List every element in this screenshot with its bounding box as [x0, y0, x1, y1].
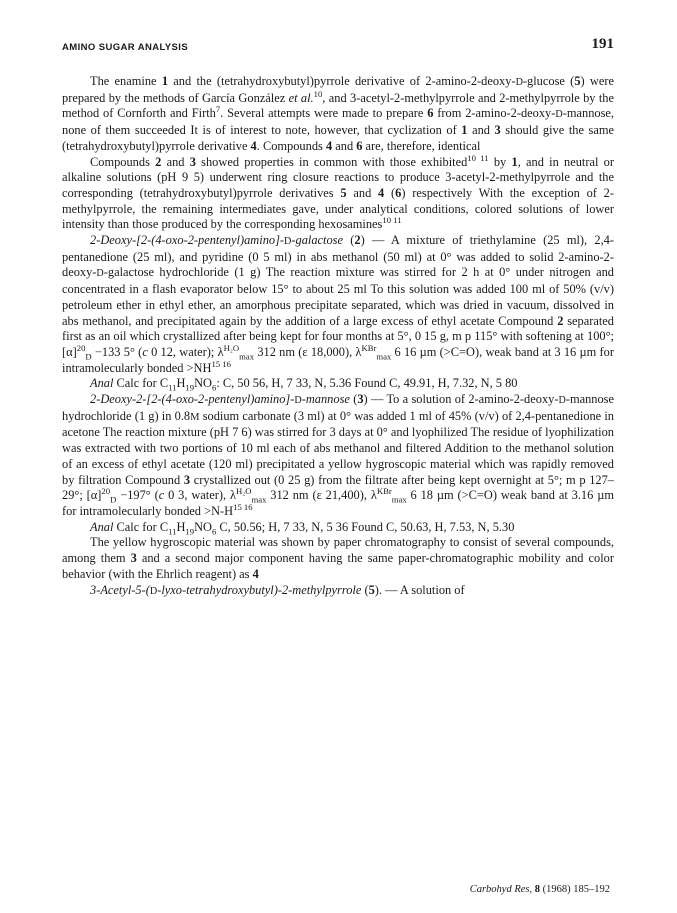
text-run: 11: [168, 382, 177, 393]
sc-d: D: [96, 268, 104, 280]
text-run: c: [158, 488, 165, 503]
text-run: H₂O: [223, 342, 240, 353]
text-run: 3: [494, 123, 501, 138]
text-run: The enamine: [90, 74, 162, 88]
text-run: from 2-amino-2-deoxy-: [433, 106, 556, 121]
text-run: and: [346, 185, 379, 200]
text-run: (: [384, 185, 396, 200]
text-run: KBr: [376, 486, 392, 497]
text-run: . Several attempts were made to prepare: [220, 106, 428, 121]
text-run: and the (tetrahydroxybutyl)pyrrole derivative of 2-amino-2-deoxy-: [168, 74, 516, 88]
text-run: crystallized out (0 25 g) from the filtrate after being kept overnight at 5°; m p 127–29°; [α]: [62, 472, 614, 503]
text-run: 20: [101, 486, 111, 497]
text-run: and: [467, 123, 495, 138]
text-run: M: [190, 411, 200, 423]
citation: 7: [215, 104, 221, 115]
text-run: 2: [557, 313, 564, 328]
page-number: 191: [591, 36, 614, 52]
text-run: C, 50.56; H, 7 33, N, 5 36 Found C, 50.63, H, 7.53, N, 5.30: [216, 519, 515, 534]
citation: 15 16: [211, 358, 231, 369]
citation: 10 11: [467, 152, 489, 163]
text-run: 3: [183, 472, 191, 487]
text-run: 4: [325, 138, 333, 153]
text-run: ) respectively With the exception of 2-methylpyrrole, the remaining intermediates gave, under analytical conditions, colored solutions of lower intensity than those produced by the corresponding hexosamines: [62, 185, 614, 232]
text-run: c: [142, 344, 148, 359]
journal-pages: (1968) 185–192: [542, 884, 610, 895]
sc-d: D: [284, 236, 292, 248]
text-run: 6 16 µm (>C=O), weak band at 3 16 µm for intramolecularly bonded >NH: [62, 344, 615, 375]
text-run: Compounds: [90, 154, 156, 169]
text-run: 4: [250, 138, 257, 153]
paragraph-mannose-derivative: 2-Deoxy-2-[2-(4-oxo-2-pentenyl)amino]-D-mannose (3) — To a solution of 2-amino-2-deoxy-D-mannose hydrochloride (1 g) in 0.8M sodium carbonate (3 ml) at 0° was added 1 ml of 45% (v/v) of 2,4-pentanedione in acetone The reaction mixture (pH 7 6) was stirred for 3 days at 0° and lyophilized The residue of lyophilization was extracted with two portions of 10 ml each of abs methanol and filtered Addition to the methanol solution of an excess of ethyl acetate (120 ml) precipitated a yellow hygroscopic material which was rapidly removed by filtration Compound 3 crystallized out (0 25 g) from the filtrate after being kept overnight at 5°; m p 127–29°; $[\alpha]^{20}_D -197^\circ$ (c 0 3, water), $\lambda^{H_2O}_{max}$ 312 nm (ε 21,400), $\lambda^{KBr}_{max}$ 6 18 µm (>C=O) weak band at 3.16 µm for intramolecularly bonded $>N-H^{15 16}$: [62, 392, 615, 518]
text-run: NO: [194, 519, 212, 534]
text-run: −197° (: [116, 488, 159, 503]
text-run: and: [161, 154, 190, 169]
text-run: 19: [185, 382, 195, 393]
text-run: D: [85, 351, 92, 362]
text-run: 0 3, water), λ: [164, 488, 236, 503]
citation: 10: [313, 88, 323, 99]
text-run: -mannose hydrochloride (1 g) in 0.8: [62, 392, 614, 423]
text-run: : C, 50 56, H, 7 33, N, 5.36 Found C, 49.91, H, 7.32, N, 5 80: [216, 376, 518, 391]
text-run: max: [239, 351, 255, 362]
journal-name: Carbohyd Res: [469, 884, 530, 895]
paragraph-galactose-derivative: 2-Deoxy-[2-(4-oxo-2-pentenyl)amino]-D-galactose (2) — A mixture of triethylamine (25 ml), 2,4-pentanedione (25 ml), and pyridine (0 5 ml) in abs methanol (50 ml) at 0° was added to solid 2-amino-2-deoxy-D-galactose hydrochloride (1 g) The reaction mixture was stirred for 2 h at 0° under nitrogen and concentrated in a flash evaporator below 15° to about 25 ml To this solution was added 100 ml of 50% (v/v) petroleum ether in ethyl ether, an amorphous precipitate separated, which was dried in vacuum, dissolved in abs methanol, and precipitated again by the addition of a large excess of ethyl acetate Compound 2 separated first as an oil which crystallized after being kept for four months at 5°, 0 15 g, m p 115° with softening at 100°; $[\alpha]^{20}_D -133$ 5° (c 0 12, water); $\lambda^{H_2O}_{max}$ 312 nm (ε 18,000), $\lambda^{KBr}_{max}$ 6 16 µm (>C=O), weak band at 3 16 µm for intramolecularly bonded $>NH^{15 16}$: [62, 233, 615, 375]
text-run: 20: [76, 342, 86, 353]
text-run: -mannose: [301, 392, 350, 407]
paragraph-compound-properties: [62, 152, 614, 234]
body-text: [62, 74, 614, 599]
text-run: KBr: [361, 342, 377, 353]
text-run: and a second major component having the same paper-chromatographic mobility and color behavior (with the Ehrlich reagent) as: [62, 551, 614, 581]
sc-d: D: [149, 585, 158, 597]
text-run: are, therefore, identical: [362, 138, 481, 153]
text-run: — A solution of: [382, 582, 465, 597]
text-run: 5: [340, 185, 347, 200]
text-run: tetrahydroxybutyl)-2-methylpyrrole: [186, 582, 362, 597]
page: [62, 36, 615, 895]
text-run: 2: [155, 154, 162, 169]
text-run: Anal: [90, 376, 114, 391]
citation: 15 16: [233, 501, 253, 512]
text-run: max: [376, 351, 392, 362]
text-run: H: [176, 519, 186, 534]
text-run: −133 5° (: [91, 344, 143, 359]
text-run: should give the same (tetrahydroxybutyl)pyrrole derivative: [62, 123, 614, 153]
text-run: -galactose: [291, 233, 344, 248]
text-run: -galactose hydrochloride (1 g) The reaction mixture was stirred for 2 h at 0° under nitrogen and concentrated in a flash evaporator below 15° to about 25 ml To this solution was added 100 ml of 50% (v/v) petroleum ether in ethyl ether, an amorphous precipitate separated, which was dried in vacuum, dissolved in abs methanol, and precipitated again by the addition of a large excess of ethyl acetate Compound: [62, 265, 614, 328]
text-run: 0 12, water); λ: [147, 344, 224, 359]
text-run: — A mixture of triethylamine (25 ml), 2,4-pentanedione (25 ml), and pyridine (0 5 ml) in abs methanol (50 ml) at 0° was added to solid 2-amino-2-deoxy-: [62, 233, 614, 280]
compound-title: 2-Deoxy-[2-(4-oxo-2-pentenyl)amino]-: [90, 233, 285, 248]
text-run: by: [488, 154, 512, 169]
text-run: , and in neutral or alkaline solutions (pH 9 5) underwent ring closure reactions to produce 3-acetyl-2-methylpyrrole and the corresponding (tetrahydroxybutyl)pyrrole derivatives: [62, 154, 614, 200]
text-run: 6: [211, 526, 217, 537]
text-run: 5: [574, 74, 581, 88]
citation: 10 11: [382, 215, 402, 226]
text-run: 6: [395, 185, 402, 200]
text-run: 4: [252, 566, 259, 581]
text-run: separated first as an oil which crystallized after being kept for four months at 5°, 0 15 g, m p 115° with softening at 100°; [α]: [62, 313, 614, 359]
compound-title: 3-Acetyl-5-(: [90, 582, 150, 597]
text-run: Anal: [90, 519, 114, 534]
text-run: H₂O: [235, 486, 252, 497]
text-run: Calc for C: [113, 519, 169, 534]
text-run: Calc for C: [113, 376, 169, 391]
running-title: AMINO SUGAR ANALYSIS: [62, 42, 189, 53]
paragraph-chromatography: [62, 535, 614, 582]
text-run: 6: [211, 382, 217, 393]
text-run: 3: [189, 154, 196, 169]
paragraph-analysis-mannose: [62, 520, 614, 536]
paragraph-acetyl-pyrrole: 3-Acetyl-5-(D-lyxo-tetrahydroxybutyl)-2-methylpyrrole (5). — A solution of: [90, 582, 465, 597]
text-run: 5: [368, 582, 375, 597]
text-run: ) were prepared by the methods of García González: [62, 74, 614, 105]
sc-d: D: [555, 109, 563, 121]
compound-title: 2-Deoxy-2-[2-(4-oxo-2-pentenyl)amino]-: [90, 392, 295, 407]
text-run: H: [176, 376, 186, 391]
text-run: 2: [354, 233, 361, 248]
running-head: [62, 36, 614, 56]
journal-volume: 8: [534, 884, 540, 895]
text-run: 19: [185, 526, 195, 537]
text-run: -mannose, none of them succeeded It is of interest to note, however, that cyclization of: [62, 106, 615, 138]
text-run: max: [391, 494, 407, 505]
paragraph-analysis-galactose: [62, 376, 614, 392]
text-run: 3: [130, 551, 137, 566]
text-run: , and 3-acetyl-2-methylpyrrole and 2-methylpyrrole by the method of Cornforth and Firth: [62, 90, 614, 121]
compound-ref: 1: [161, 74, 169, 88]
text-run: 1: [511, 154, 518, 169]
text-run: D: [110, 494, 117, 505]
text-run: 4: [378, 185, 385, 200]
sc-d: D: [294, 395, 302, 407]
sc-d: D: [558, 395, 566, 407]
text-run: 6: [427, 106, 434, 121]
paragraph-enamine-preparation: [62, 74, 614, 155]
journal-footer: Carbohyd Res, 8 (1968) 185–192: [469, 884, 610, 895]
text-run: max: [251, 494, 267, 505]
text-run: -lyxo-: [157, 582, 187, 597]
text-run: — To a solution of 2-amino-2-deoxy-: [367, 392, 559, 407]
text-run: 1: [461, 123, 468, 138]
text-run: 6: [356, 138, 363, 153]
text-run: 312 nm (ε 18,000), λ: [254, 344, 362, 359]
text-run: NO: [194, 376, 212, 391]
text-run: sodium carbonate (3 ml) at 0° was added 1 ml of 45% (v/v) of 2,4-pentanedione in acetone The reaction mixture (pH 7 6) was stirred for 3 days at 0° and lyophilized The residue of lyophilization was extracted with two portions of 10 ml each of abs methanol and filtered Addition to the methanol solution of an excess of ethyl acetate (120 ml) precipitated a yellow hygroscopic material which was rapidly removed by filtration Compound: [62, 408, 615, 487]
text-run: and: [332, 138, 357, 153]
text-run: 11: [168, 526, 177, 537]
text-run: 3: [357, 392, 364, 407]
text-run: The yellow hygroscopic material was shown by paper chromatography to consist of several compounds, among them: [62, 535, 614, 566]
text-run: et al.: [288, 90, 314, 105]
sc-d: D: [515, 77, 523, 88]
text-run: 6 18 µm (>C=O) weak band at 3.16 µm for intramolecularly bonded >N-H: [62, 488, 614, 518]
text-run: . Compounds: [256, 138, 326, 153]
text-run: -glucose (: [522, 74, 575, 88]
text-run: 312 nm (ε 21,400), λ: [266, 488, 377, 503]
text-run: showed properties in common with those exhibited: [195, 154, 468, 169]
